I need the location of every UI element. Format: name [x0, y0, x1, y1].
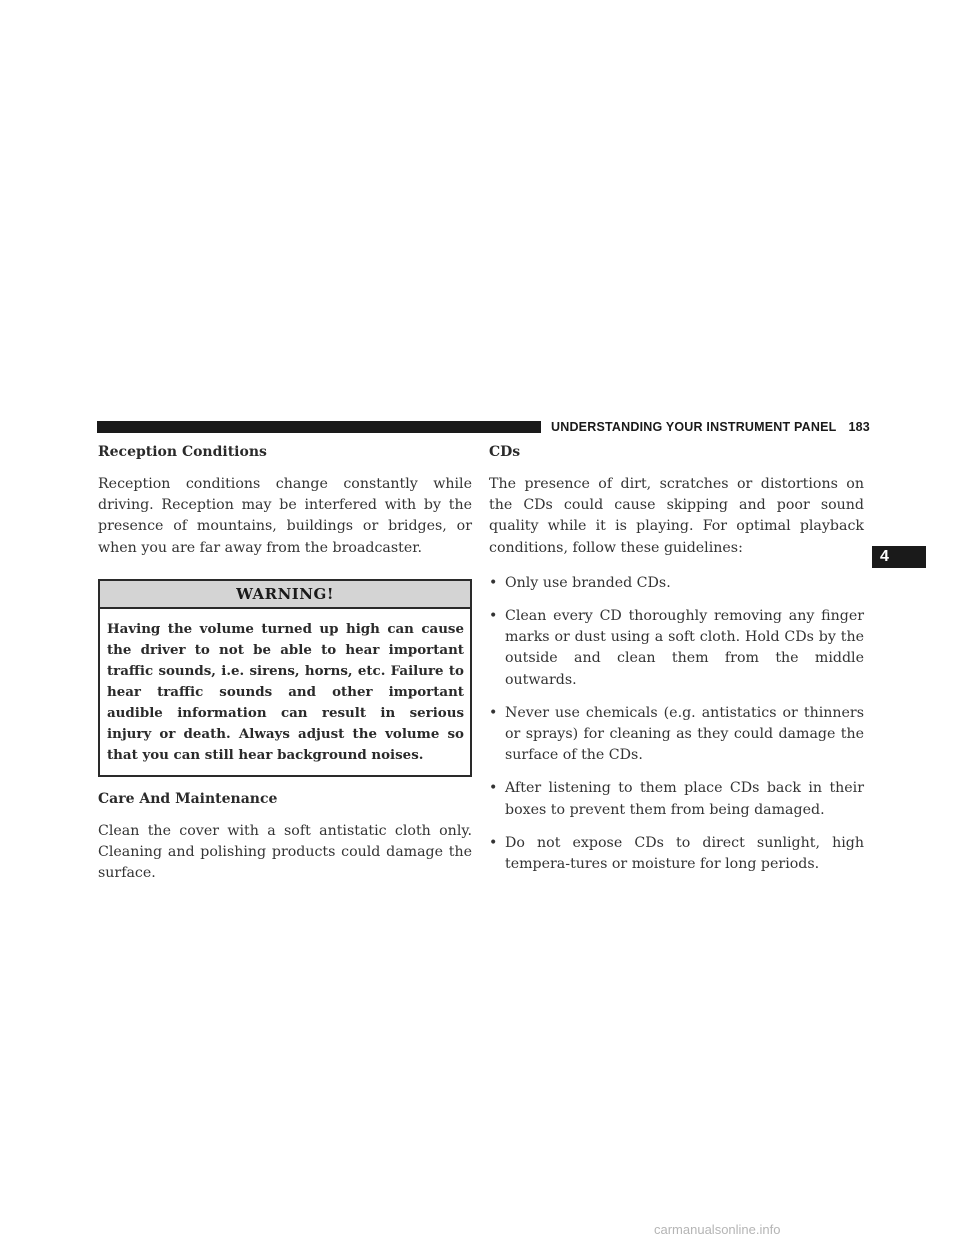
bullet-icon: • [489, 608, 498, 625]
left-column [98, 441, 472, 884]
warning-title: WARNING! [100, 581, 470, 609]
warning-box [98, 579, 472, 777]
care-heading: Care And Maintenance [98, 790, 278, 807]
page-number: 183 [848, 420, 870, 434]
cds-intro: The presence of dirt, scratches or distortions on the CDs could cause skipping and poor sound quality while it is playing. For optimal playback conditions, follow these guidelines: [489, 476, 864, 556]
reception-heading: Reception Conditions [98, 444, 267, 460]
list-item: • After listening to them place CDs back in their boxes to prevent them from being damaged. [489, 780, 864, 818]
cds-heading: CDs [489, 444, 521, 460]
watermark: carmanualsonline.info [654, 1222, 781, 1237]
bullet-icon: • [489, 834, 498, 851]
bullet-icon: • [489, 780, 498, 797]
cd-guidelines-list [489, 573, 864, 875]
list-item: • Only use branded CDs. [489, 573, 864, 594]
care-text: Clean the cover with a soft antistatic cloth only. Cleaning and polishing products could damage the surface. [98, 822, 472, 882]
list-item: • Never use chemicals (e.g. antistatics or thinners or sprays) for cleaning as they could damage the surface of the CDs. [489, 704, 864, 764]
bullet-icon: • [489, 704, 498, 721]
list-item: • Clean every CD thoroughly removing any finger marks or dust using a soft cloth. Hold CDs by the outside and clean them from the middle outwards. [489, 608, 864, 688]
reception-text: Reception conditions change constantly while driving. Reception may be interfered with by the presence of mountains, buildings or bridges, or when you are far away from the broadcaster. [98, 476, 472, 556]
bullet-icon: • [489, 574, 498, 591]
warning-body: Having the volume turned up high can cause the driver to not be able to hear important traffic sounds, i.e. sirens, horns, etc. Failure to hear traffic sounds and other important audible information can result in serious injury or death. Always adjust the volume so that you can still hear background noises. [107, 620, 464, 763]
right-column [489, 441, 864, 887]
running-header [551, 419, 870, 435]
list-item: • Do not expose CDs to direct sunlight, high tempera-tures or moisture for long periods. [489, 834, 864, 873]
chapter-tab: 4 [872, 546, 926, 568]
section-title: UNDERSTANDING YOUR INSTRUMENT PANEL [551, 420, 837, 434]
header-rule [97, 421, 541, 433]
